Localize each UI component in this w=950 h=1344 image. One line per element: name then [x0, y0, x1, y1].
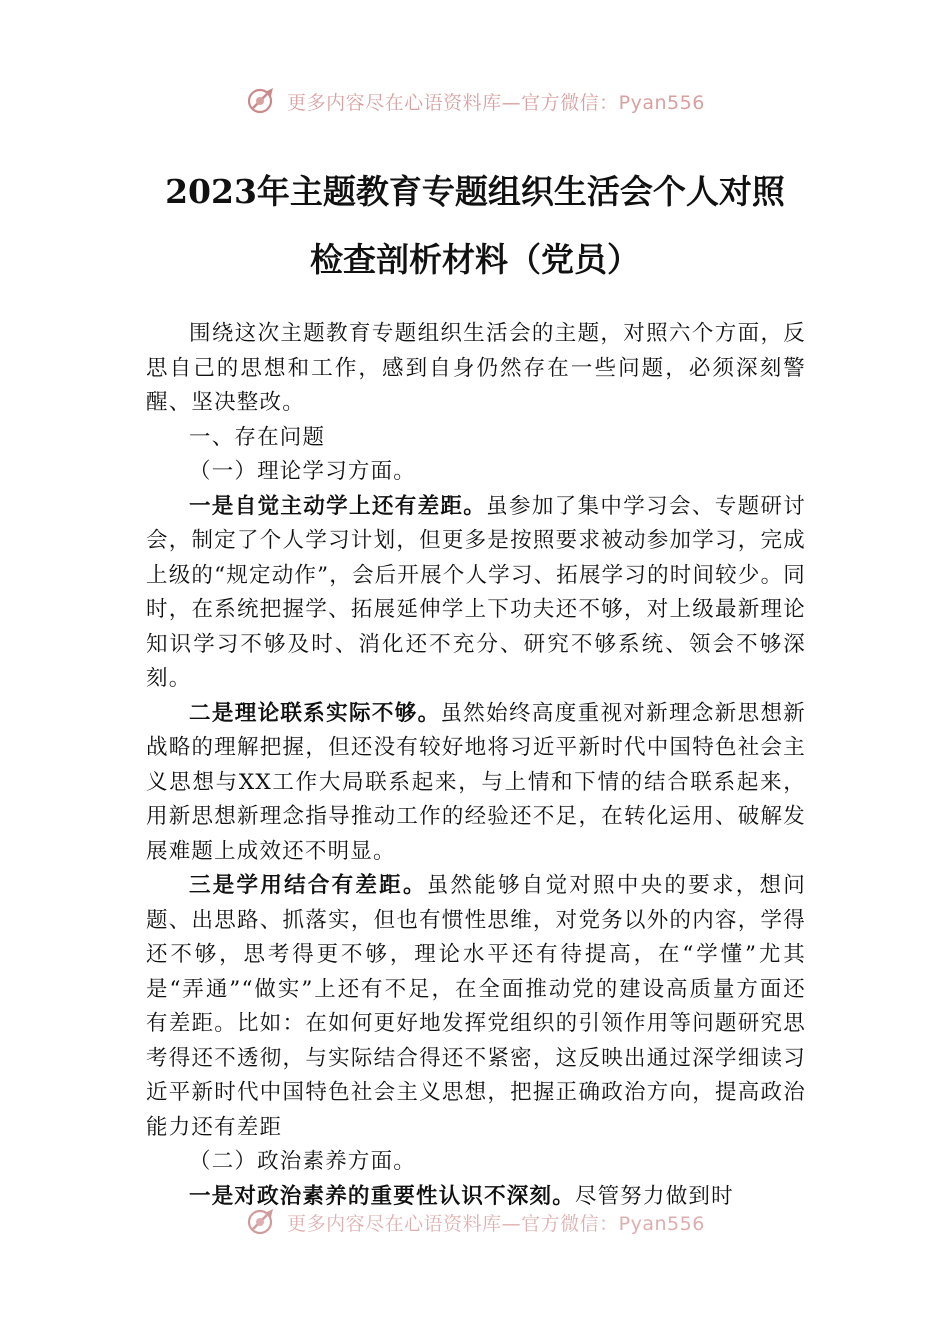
subsection-heading-2: （二）政治素养方面。	[189, 1149, 417, 1174]
logo-icon	[245, 1207, 279, 1237]
document-body	[146, 317, 806, 1214]
paragraph-1	[146, 490, 806, 697]
paragraph-3	[146, 869, 806, 1145]
paragraph-2-lead: 二是理论联系实际不够。	[189, 700, 441, 726]
paragraph-1-body: 虽参加了集中学习会、专题研讨会，制定了个人学习计划，但更多是按照要求被动参加学习，完成上级的“规定动作”，会后开展个人学习、拓展学习的时间较少。同时，在系统把握学、拓展延伸学上下功夫还不够，对上级最新理论知识学习不够及时、消化还不充分、研究不够系统、领会不够深刻。	[146, 493, 806, 691]
document-title-line-1: 2023年主题教育专题组织生活会个人对照	[165, 172, 785, 211]
paragraph-2	[146, 697, 806, 870]
paragraph-1-lead: 一是自觉主动学上还有差距。	[189, 493, 487, 519]
watermark-footer	[0, 1207, 950, 1237]
subsection-heading-1: （一）理论学习方面。	[189, 459, 417, 484]
watermark-text: 更多内容尽在心语资料库—官方微信：Pyan556	[287, 91, 705, 114]
intro-paragraph: 围绕这次主题教育专题组织生活会的主题，对照六个方面，反思自己的思想和工作，感到自身仍然存在一些问题，必须深刻警醒、坚决整改。	[146, 321, 806, 415]
paragraph-4-lead: 一是对政治素养的重要性认识不深刻。	[189, 1183, 575, 1209]
section-heading-1: 一、存在问题	[189, 424, 326, 450]
watermark-header	[0, 86, 950, 116]
logo-icon	[245, 86, 279, 116]
paragraph-3-lead: 三是学用结合有差距。	[189, 873, 427, 898]
document-title-line-2: 检查剖析材料（党员）	[310, 240, 640, 279]
paragraph-3-body: 虽然能够自觉对照中央的要求，想问题、出思路、抓落实，但也有惯性思维，对党务以外的内容，学得还不够，思考得更不够，理论水平还有待提高，在“学懂”尤其是“弄通”“做实”上还有不足，在全面推动党的建设高质量方面还有差距。比如：在如何更好地发挥党组织的引领作用等问题研究思考得还不透彻，与实际结合得还不紧密，这反映出通过深学细读习近平新时代中国特色社会主义思想，把握正确政治方向，提高政治能力还有差距	[146, 873, 806, 1140]
paragraph-2-body: 虽然始终高度重视对新理念新思想新战略的理解把握，但还没有较好地将习近平新时代中国特色社会主义思想与XX工作大局联系起来，与上情和下情的结合联系起来，用新思想新理念指导推动工作的经验还不足，在转化运用、破解发展难题上成效还不明显。	[146, 700, 807, 864]
watermark-text: 更多内容尽在心语资料库—官方微信：Pyan556	[287, 1212, 705, 1235]
paragraph-4-body: 尽管努力做到时	[574, 1183, 734, 1209]
